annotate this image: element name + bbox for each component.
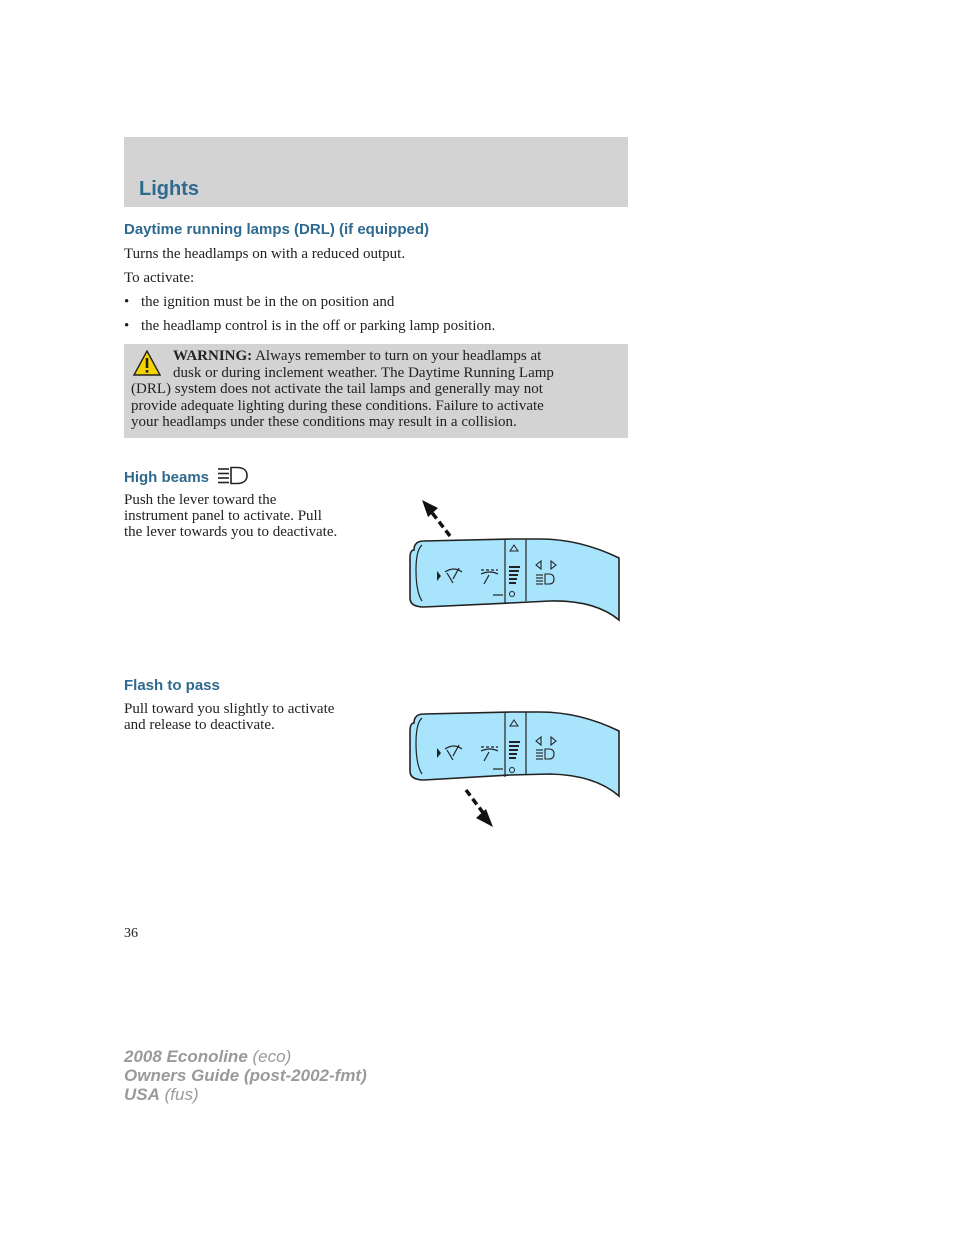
high-beams-heading: High beams <box>124 466 249 486</box>
drl-activate-label: To activate: <box>124 270 195 286</box>
high-beam-icon <box>217 466 249 485</box>
flash-to-pass-text: Pull toward you slightly to activate and release to deactivate. <box>124 701 335 733</box>
pull-arrow-icon <box>476 809 493 827</box>
high-beam-lever-diagram <box>400 495 625 625</box>
flash-to-pass-heading: Flash to pass <box>124 677 220 694</box>
footer-line: Owners Guide (post-2002-fmt) <box>124 1066 367 1085</box>
flash-to-pass-lever-diagram <box>400 708 625 833</box>
warning-text: WARNING: Always remember to turn on your headlamps at dusk or during inclement weather. The Daytime Running Lamp (DRL) system does not activate the tail lamps and generally may not provide adequate lighting during these conditions. Failure to activate your headlamps under these conditions may result in a collision. <box>131 348 554 430</box>
page-number: 36 <box>124 926 138 941</box>
warning-box <box>124 344 628 438</box>
drl-description: Turns the headlamps on with a reduced output. <box>124 246 406 262</box>
drl-heading: Daytime running lamps (DRL) (if equipped) <box>124 221 430 238</box>
high-beams-text: Push the lever toward the instrument panel to activate. Pull the lever towards you to deactivate. <box>124 492 338 540</box>
page-title: Lights <box>139 178 199 200</box>
push-arrow-shaft <box>430 510 450 536</box>
list-item: • the headlamp control is in the off or parking lamp position. <box>124 318 496 334</box>
footer-line: USA (fus) <box>124 1085 199 1104</box>
pull-arrow-shaft <box>466 790 484 814</box>
list-item: • the ignition must be in the on position and <box>124 294 395 310</box>
footer-line: 2008 Econoline (eco) <box>124 1047 292 1066</box>
section-header <box>124 137 628 207</box>
document-footer <box>124 1047 367 1104</box>
warning-label: WARNING: <box>173 348 253 364</box>
